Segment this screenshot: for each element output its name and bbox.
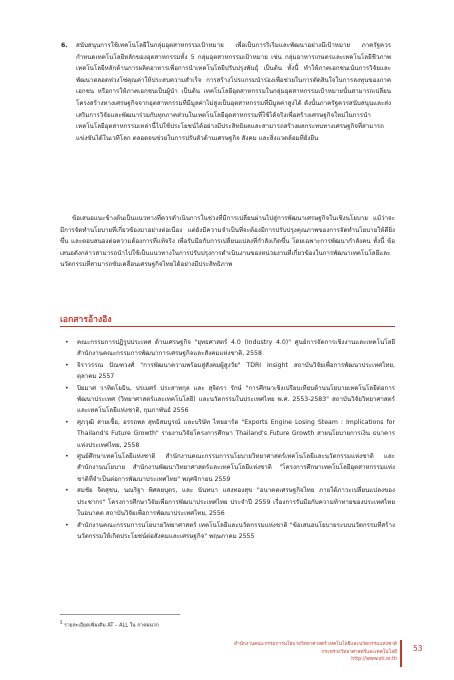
bullet-icon: • xyxy=(65,418,69,426)
references-heading: เอกสารอ้างอิง xyxy=(60,315,112,325)
numbered-item xyxy=(61,40,391,144)
footnote-marker: 5 xyxy=(60,620,63,625)
footnote xyxy=(60,619,260,630)
reference-list xyxy=(60,337,395,542)
footer-url[interactable]: http://www.sti.or.th xyxy=(351,657,397,663)
heading-rule xyxy=(60,326,395,327)
reference-item: • สำนักงานคณะกรรมการนโยบายวิทยาศาสตร์ เทคโนโลยีและนวัตกรรมแห่งชาติ "ข้อเสนอนโยบายระบบนวัตกรรมที่สร้างนวัตกรรมให้เกิดประโยชน์ต่อสังคมและเศรษฐกิจ" พฤษภาคม 2555 xyxy=(65,521,395,540)
body-paragraph: ข้อเสนอแนะข้างต้นเป็นแนวทางที่ควรดำเนินการในช่วงที่มีการเปลี่ยนผ่านไปสู่การพัฒนาเศรษฐกิจในเชิงนโยบาย แม้ว่าจะมีการจัดทำนโยบายที่เกี่ยวข้องมาอย่างต่อเนื่อง แต่ยังมีความจำเป็นที่จะต้องมีการปรับปรุงคุณภาพของการจัดทำนโยบายให้ดียิ่งขึ้น และตอบสนองต่อความต้องการที่แท้จริง เพื่อรับมือกับการเปลี่ยนแปลงที่กำลังเกิดขึ้น โดยเฉพาะการพัฒนากำลังคน ทั้งนี้ ข้อเสนอดังกล่าวสามารถนำไปใช้เป็นแนวทางในการปรับปรุงการดำเนินงานของหน่วยงานที่เกี่ยวข้องในการพัฒนาเทคโนโลยีและนวัตกรรมที่สามารถขับเคลื่อนเศรษฐกิจไทยได้อย่างมีประสิทธิภาพ xyxy=(60,215,395,269)
item-number: 6. xyxy=(61,42,68,49)
item-text: สนับสนุนการใช้เทคโนโลยีในกลุ่มอุตสาหกรรมเป้าหมาย เพื่อเป็นการริเริ่มและพัฒนาอย่างมีเป้าหมาย ภาครัฐควรกำหนดเทคโนโลยีหลักของอุตสาหกรรมทั้ง 5 กลุ่มอุตสาหกรรมเป้าหมาย เช่น กลุ่มอาหารเกษตรและเทคโนโลยีชีวภาพ เทคโนโลยีหลักด้านการผลิตอาหารเพื่อการนำเทคโนโลยีปรับปรุงพันธุ์ เป็นต้น ทั้งนี้ ทำให้ภาคเอกชนเน้นการวิจัยและพัฒนาตลอดห่วงโซ่คุณค่าให้ประสบความสำเร็จ การสร้างโปรแกรมนำร่องเพื่อช่วยในการตัดสินใจในการลงทุนของภาคเอกชน หรือการให้ภาคเอกชนเป็นผู้นำ เป็นต้น เทคโนโลยีอุตสาหกรรมในกลุ่มอุตสาหกรรมเป้าหมายนั้นสามารถเปลี่ยนโครงสร้างทางเศรษฐกิจจากอุตสาหกรรมที่มีมูลค่าไม่สูงเป็นอุตสาหกรรมที่มีมูลค่าสูงได้ ดังนั้นภาครัฐควรสนับสนุนและส่งเสริมการวิจัยและพัฒนาร่วมกับทุกภาคส่วนในเทคโนโลยีอุตสาหกรรมที่ใช้ได้จริงเพื่อสร้างเศรษฐกิจใหม่ในการนำเทคโนโลยีอุตสาหกรรมเหล่านี้ไปใช้ประโยชน์ได้อย่างมีประสิทธิผลและสามารถสร้างผลกระทบทางเศรษฐกิจที่สามารถแข่งขันได้ในเวทีโลก ตลอดจนช่วยในการปรับตัวด้านเศรษฐกิจ สังคม และสิ่งแวดล้อมที่ยั่งยืน xyxy=(76,42,391,142)
footer-divider xyxy=(400,640,402,667)
footer-info xyxy=(217,641,397,664)
footnote-rule xyxy=(60,614,180,615)
reference-item: • สมชัย จิตสุชน, นณริฐา พิศลยบุตร, และ นันทนา แสงทองสุข "อนาคตเศรษฐกิจไทย ภายใต้ภาวะเปลี่ยนแปลงของประชากร" โครงการศึกษาวิจัยเพื่อการพัฒนาประเทศไทย ประจำปี 2559 เรื่องการรับมือกับความท้าทายของประเทศไทยในอนาคต สถาบันวิจัยเพื่อการพัฒนาประเทศไทย, 2556 xyxy=(65,487,395,518)
page-number: 53 xyxy=(413,644,423,653)
footer-org: สำนักงานคณะกรรมการนโยบายวิทยาศาสตร์ เทคโนโลยีและนวัตกรรมแห่งชาติ xyxy=(234,642,397,647)
reference-item: • จิราวรรณ ปัณฑวงศ์ "การพัฒนาความพร้อมสู่สังคมผู้สูงวัย" TDRI Insight สถาบันวิจัยเพื่อการพัฒนาประเทศไทย, ตุลาคม 2557 xyxy=(65,361,395,381)
bullet-icon: • xyxy=(65,384,69,392)
reference-item: • ศุภวุฒิ สายเชื้อ, อรรถพล สุทธิสมบูรณ์ และบริษัท ไทยอาร์ต "Exports Engine Losing Steam : Implications for Thailand's Future Growth" รายงานวิจัยโครงการศึกษา Thailand's Future Growth สายนโยบายการเงิน ธนาคารแห่งประเทศไทย, 2558 xyxy=(65,418,395,449)
bullet-icon: • xyxy=(65,361,69,369)
bullet-icon: • xyxy=(65,487,69,495)
footnote-text: รายละเอียดเพิ่มเติม AT – ALL ใน ภาคผนวก xyxy=(64,622,159,629)
reference-item: • ปิยมาศ วาทิตโยธิน, ปรเมศร์ ประสาทกุล และ สุจิตรา รักษ์ "การศึกษาเชิงเปรียบเทียบด้านนโยบายเทคโนโลยีต่อการพัฒนาประเทศ (วิทยาศาสตร์และเทคโนโลยี) และนวัตกรรมในประเทศไทย พ.ศ. 2553-2583" สถาบันวิจัยวิทยาศาสตร์และเทคโนโลยีแห่งชาติ, กุมภาพันธ์ 2556 xyxy=(65,384,395,415)
bullet-icon: • xyxy=(65,453,69,461)
reference-item: • คณะกรรมการปฏิรูปประเทศ ด้านเศรษฐกิจ "ยุทธศาสตร์ 4.0 (Industry 4.0)" ศูนย์การจัดการเชิงงานและเทคโนโลยี สำนักงานคณะกรรมการพัฒนาการเศรษฐกิจและสังคมแห่งชาติ, 2558 xyxy=(65,339,395,358)
reference-item: • ศูนย์ศึกษาเทคโนโลยีแห่งชาติ สำนักงานคณะกรรมการนโยบายวิทยาศาสตร์เทคโนโลยีและนวัตกรรมแห่งชาติ และ สำนักงานนโยบาย สำนักงานพัฒนาวิทยาศาสตร์และเทคโนโลยีแห่งชาติ "โครงการศึกษาเทคโนโลยีอุตสาหกรรมแห่งชาติที่จำเป็นต่อการพัฒนาประเทศไทย" พฤศจิกายน 2559 xyxy=(65,453,395,483)
bullet-icon: • xyxy=(65,339,69,346)
bullet-icon: • xyxy=(65,521,69,529)
footer-ministry: กระทรวงวิทยาศาสตร์และเทคโนโลยี xyxy=(321,649,397,655)
